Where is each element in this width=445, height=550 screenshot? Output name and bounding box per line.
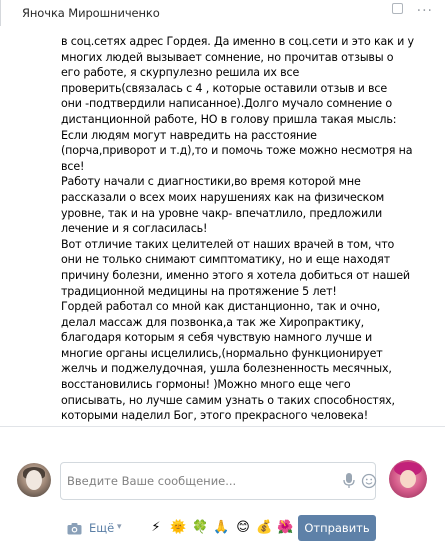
message-line: описывать, но лучше самим узнать о таких способностях,: [61, 393, 395, 407]
message-line: Если людям могут навредить на расстояние: [61, 128, 317, 142]
recipient-avatar[interactable]: [389, 460, 427, 498]
microphone-icon[interactable]: [342, 472, 356, 490]
money-bag-emoji-icon[interactable]: 💰: [256, 520, 273, 535]
message-line: они не только снимают симптоматику, но и еще находят: [61, 253, 391, 267]
message-line: лечение и я согласилась!: [61, 222, 208, 236]
message-line: причину болезни, именно этого я хотела добиться от нашей: [61, 268, 410, 282]
chevron-down-icon[interactable]: ▾: [117, 522, 122, 532]
pray-emoji-icon[interactable]: 🙏: [213, 520, 230, 535]
clover-emoji-icon[interactable]: 🍀: [192, 520, 209, 535]
message-line: (порча,приворот и т.д),то и помочь тоже можно несмотря на: [61, 144, 413, 158]
header-divider: [0, 0, 1, 26]
camera-icon[interactable]: [67, 522, 82, 535]
my-avatar[interactable]: [17, 463, 51, 497]
message-line: благодаря которым я себя чувствую намного лучше и: [61, 331, 373, 345]
message-line: дистанционной работе, НО в голову пришла такая мысль:: [61, 112, 397, 126]
smile-emoji-icon[interactable]: 😊: [236, 520, 250, 535]
message-line: желчь и поджелудочная, ушла болезненность месячных,: [61, 362, 392, 376]
lightning-emoji-icon[interactable]: ⚡: [151, 520, 161, 535]
composer-toolbar: [0, 515, 445, 543]
avatar-face: [400, 470, 416, 488]
send-button[interactable]: Отправить: [298, 515, 376, 541]
more-options-icon[interactable]: ···: [416, 3, 433, 19]
emoji-picker-icon[interactable]: [361, 473, 377, 489]
message-line: проверить(связалась с 4 , которые оставили отзыв и все: [61, 81, 388, 95]
message-line: все!: [61, 159, 85, 173]
message-line: в соц.сетях адрес Гордея. Да именно в соц.сети и это как и у: [61, 35, 414, 48]
message-line: традиционной медицины на протяжение 5 лет!: [61, 284, 337, 298]
message-line: многих людей вызывает сомнение, но прочитав отзывы о: [61, 50, 394, 64]
chat-header: [0, 0, 445, 26]
chat-title[interactable]: Яночка Мирошниченко: [22, 6, 160, 20]
message-line: делал массаж для позвонка,а так же Хиропрактику,: [61, 315, 365, 329]
message-composer: [0, 426, 445, 550]
select-checkbox-icon[interactable]: [392, 3, 403, 14]
flower-emoji-icon[interactable]: 🌺: [277, 520, 294, 535]
message-body: [61, 34, 441, 471]
more-attachments-button[interactable]: Ещё: [89, 521, 115, 535]
message-input[interactable]: [67, 469, 327, 493]
message-line: Вот отличие таких целителей от наших врачей в том, что: [61, 237, 395, 251]
avatar-face: [26, 470, 42, 490]
message-line: уровне, так и на уровне чакр- впечатлило, предложили: [61, 206, 383, 220]
message-line: восстановились гормоны! )Можно много еще чего: [61, 378, 351, 392]
message-line: многие органы исцелились,(нормально функционирует: [61, 346, 383, 360]
message-line: они -подтвердили написанное).Долго мучало сомнение о: [61, 97, 392, 111]
message-line: рассказали о всех моих нарушениях как на физическом: [61, 190, 385, 204]
message-line: Работу начали с диагностики,во время которой мне: [61, 175, 361, 189]
message-line: Гордей работал со мной как дистанционно, так и очно,: [61, 300, 381, 314]
sun-emoji-icon[interactable]: 🌞: [170, 520, 187, 535]
message-input-box[interactable]: [60, 462, 376, 500]
message-line: его работе, я скурпулезно решила их все: [61, 66, 300, 80]
message-line: которыми наделил Бог, этого прекрасного человека!: [61, 409, 369, 423]
